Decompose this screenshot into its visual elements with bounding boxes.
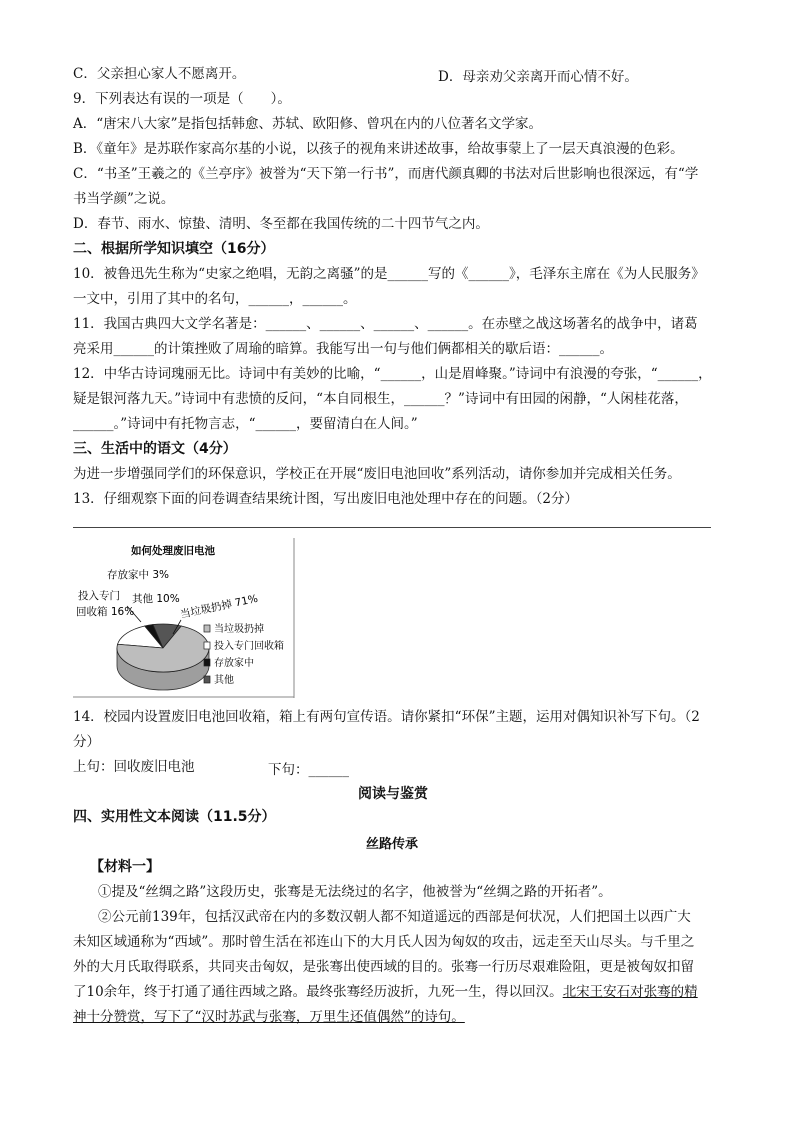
q12-line3: ______。”诗词中有托物言志，“______，要留清白在人间。”: [73, 416, 418, 432]
label-other: 其他 10%: [132, 593, 180, 605]
q9-option-b: B．《童年》是苏联作家高尔基的小说，以孩子的视角来讲述故事，给故事蒙上了一层天真浪漫的色彩。: [73, 141, 684, 157]
paragraph-1: ①提及“丝绸之路”这段历史，张骞是无法绕过的名字，他被誉为“丝绸之路的开拓者”。: [98, 884, 612, 900]
q9-option-d: D．春节、雨水、惊蛰、清明、冬至都在我国传统的二十四节气之内。: [73, 216, 489, 232]
label-recycle-box-line1: 投入专门: [78, 590, 120, 602]
label-trash: 当垃圾扔掉 71%: [179, 592, 260, 621]
q9-option-c-line1: C．“书圣”王羲之的《兰亭序》被誉为“天下第一行书”，而唐代颜真卿的书法对后世影响也很深远，有“学: [73, 166, 699, 182]
q8-option-c: C．父亲担心家人不愿离开。: [73, 66, 246, 82]
battery-pie-chart: [73, 538, 295, 698]
chart-title: 如何处理废旧电池: [131, 545, 215, 557]
label-recycle-box-line2: 回收箱 16%: [76, 606, 135, 618]
q8-option-d: D．母亲劝父亲离开而心情不好。: [438, 69, 638, 85]
legend-swatch-0: [204, 625, 210, 632]
reading-heading: 阅读与鉴赏: [358, 786, 428, 802]
material1-label: 【材料一】: [90, 859, 160, 875]
q11-line2: 亮采用______的计策挫败了周瑜的暗算。我能写出一句与他们俩都相关的歇后语：______。: [73, 341, 613, 357]
q10-line2: 一文中，引用了其中的名句，______，______。: [73, 291, 357, 307]
pie-top: [117, 624, 209, 672]
q10-line1: 10．被鲁迅先生称为“史家之绝唱，无韵之离骚”的是______写的《______》，毛泽东主席在《为人民服务》: [73, 266, 705, 282]
legend-label-3: 其他: [214, 675, 234, 686]
paragraph-2-line4-text: 了10余年，终于打通了通往西域之路。最终张骞经历波折，九死一生，得以回汉。: [73, 984, 563, 1000]
legend-label-0: 当垃圾扔掉: [214, 624, 264, 635]
legend-label-2: 存放家中: [214, 658, 254, 669]
q14-line1: 14．校园内设置废旧电池回收箱，箱上有两句宣传语。请你紧扣“环保”主题，运用对偶知识补写下句。（2: [73, 709, 700, 725]
q13-stem: 13．仔细观察下面的问卷调查结果统计图，写出废旧电池处理中存在的问题。（2分）: [73, 491, 579, 507]
article-title: 丝路传承: [366, 837, 419, 852]
underlined-quote-start: 北宋王安石对张骞的精: [562, 984, 698, 1000]
chart-legend: [204, 622, 284, 686]
section3-intro: 为进一步增强同学们的环保意识，学校正在开展“废旧电池回收”系列活动，请你参加并完成相关任务。: [73, 466, 681, 482]
q9-stem: 9．下列表达有误的一项是（ ）。: [73, 91, 291, 107]
legend-label-1: 投入专门回收箱: [214, 641, 284, 652]
q14-lower-line: 下句：______: [268, 762, 349, 778]
section3-title: 三、生活中的语文（4分）: [73, 441, 237, 457]
answer-rule: [73, 527, 711, 528]
legend-swatch-1: [204, 642, 210, 649]
paragraph-2-line2: 未知区域通称为“西域”。那时曾生活在祁连山下的大月氏人因为匈奴的攻击，远走至天山尽头。与千里之: [73, 934, 695, 950]
q11-line1: 11．我国古典四大文学名著是：______、______、______、______。在赤壁之战这场著名的战争中，诸葛: [73, 316, 698, 332]
q14-line2: 分）: [73, 734, 100, 750]
legend-swatch-3: [204, 676, 210, 683]
legend-swatch-2: [204, 659, 210, 666]
paragraph-2-line3: 外的大月氏取得联系，共同夹击匈奴，是张骞出使西域的目的。张骞一行历尽艰难险阻，更是被匈奴扣留: [73, 959, 694, 975]
label-store-at-home: 存放家中 3%: [107, 569, 169, 581]
q9-option-a: A．“唐宋八大家”是指包括韩愈、苏轼、欧阳修、曾巩在内的八位著名文学家。: [73, 116, 543, 132]
paragraph-2-line1: ②公元前139年，包括汉武帝在内的多数汉朝人都不知道遥远的西部是何状况，人们把国土以西广大: [98, 909, 691, 925]
paragraph-2-line4: [73, 983, 698, 1001]
q12-line2: 疑是银河落九天。”诗词中有悲愤的反问，“本自同根生，______？”诗词中有田园的闲静，“人闲桂花落，: [73, 391, 688, 407]
q12-line1: 12．中华古诗词瑰丽无比。诗词中有美妙的比喻，“______，山是眉峰聚。”诗词中有浪漫的夸张，“______，: [73, 366, 712, 382]
section4-title: 四、实用性文本阅读（11.5分）: [73, 809, 276, 825]
paragraph-2-line5: 神十分赞赏，写下了“汉时苏武与张骞，万里生还值偶然”的诗句。: [73, 1009, 465, 1025]
q9-option-c-line2: 书当学颜”之说。: [73, 191, 175, 207]
q14-upper-line: 上句：回收废旧电池: [73, 759, 195, 775]
section2-title: 二、根据所学知识填空（16分）: [73, 241, 275, 257]
